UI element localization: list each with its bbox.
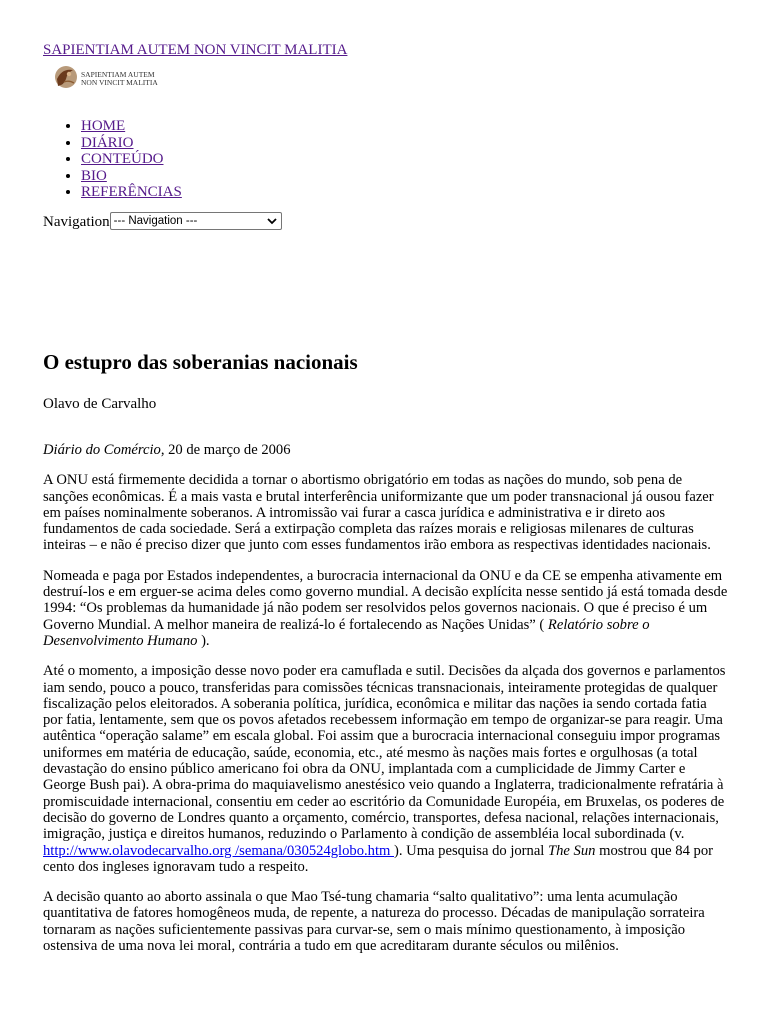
article-paragraph-1: A ONU está firmemente decidida a tornar o abortismo obrigatório em todas as nações do mundo, sob pena de sanções econômicas. É a mais vasta e brutal interferência uniformizante que um poder transnacional já ousou fazer em países nominalmente soberanos. A intromissão vai furar a casca jurídica e administrativa e ir direto aos fundamentos de cada sociedade. Será a extirpação completa das raízes morais e religiosas milenares de culturas inteiras – e não é preciso dizer que junto com esses fundamentos irão embora as respectivas identidades nacionais. bbox=[43, 472, 714, 554]
nav-link-bio[interactable]: BIO bbox=[81, 167, 107, 184]
article-title: O estupro das soberanias nacionais bbox=[43, 350, 358, 374]
navigation-select-label: Navigation bbox=[43, 214, 110, 230]
nav-item-bio bbox=[81, 168, 182, 185]
navigation-select-value: --- Navigation --- bbox=[113, 215, 198, 228]
article-source: Diário do Comércio bbox=[43, 442, 161, 458]
paragraph-3-italic: The Sun bbox=[548, 842, 596, 859]
paragraph-3-text: Até o momento, a imposição desse novo poder era camuflada e sutil. Decisões da alçada dos governos e parlamentos iam sendo, pouco a pouco, transferidas para comissões técnicas transnacionais, inteiramente protegidas de qualquer fiscalização pelos eleitorados. A soberania política, jurídica, econômica e militar das nações ia sendo cortada fatia por fatia, lentamente, sem que os povos afetados recebessem informação em tempo de organizar-se para reagir. Uma autêntica “operação salame” em escala global. Foi assim que a burocracia internacional conseguiu impor programas uniformes em matéria de educação, saúde, economia, etc., até mesmo às nações mais fortes e orgulhosas (a total devastação do ensino público americano foi obra da ONU, implantada com a cumplicidade de Jimmy Carter e George Bush pai). A obra-prima do maquiavelismo anestésico veio quando a Inglaterra, tradicionalmente refratária à promiscuidade internacional, consentiu em ceder ao escritório da Comunidade Européia, em Bruxelas, os poderes de decisão do governo de Londres quanto a orçamento, comércio, transportes, defesa nacional, relações internacionais, imigração, justiça e direitos humanos, reduzindo o Parlamento à condição de assembléia local subordinada (v. bbox=[43, 663, 726, 843]
main-nav bbox=[43, 118, 182, 201]
paragraph-3-after-link: ). Uma pesquisa do jornal bbox=[394, 842, 549, 859]
navigation-select[interactable] bbox=[110, 212, 282, 230]
nav-item-conteudo bbox=[81, 151, 182, 168]
navigation-select-row bbox=[43, 214, 282, 231]
article-paragraph-4: A decisão quanto ao aborto assinala o que Mao Tsé-tung chamaria “salto qualitativo”: uma lenta acumulação quantitativa de fatores homogêneos muda, de repente, a natureza do processo. Décadas de manipulação sorrateira tornaram as nações suficientemente passivas para curvar-se, sem o mais mínimo questionamento, à imposição ostensiva de uma nova lei moral, contrária a tudo em que acreditaram durante séculos ou milênios. bbox=[43, 889, 705, 955]
logo-emblem-icon bbox=[53, 64, 79, 90]
chevron-down-icon bbox=[266, 215, 278, 227]
nav-link-home[interactable]: HOME bbox=[81, 118, 126, 134]
site-title-link[interactable]: SAPIENTIAM AUTEM NON VINCIT MALITIA bbox=[43, 42, 348, 58]
nav-item-diario bbox=[81, 135, 182, 152]
paragraph-3-end: mostrou que 84 por cento dos ingleses ignoravam tudo a respeito. bbox=[43, 842, 714, 875]
site-logo[interactable] bbox=[53, 64, 173, 92]
article-author: Olavo de Carvalho bbox=[43, 396, 157, 412]
logo-text bbox=[81, 71, 158, 86]
nav-link-referencias[interactable]: REFERÊNCIAS bbox=[81, 184, 182, 200]
paragraph-2-text: Nomeada e paga por Estados independentes, a burocracia internacional da ONU e da CE se empenha ativamente em destruí-los e em erguer-se acima deles como governo mundial. A decisão explícita nesse sentido já está tomada desde 1994: “Os problemas da humanidade já não podem ser resolvidos pelos governos nacionais. O que é preciso é um Governo Mundial. A melhor maneira de realizá-lo é fortalecendo as Nações Unidas” ( bbox=[43, 567, 728, 633]
article-paragraph-3 bbox=[43, 663, 729, 875]
article-body bbox=[43, 442, 729, 968]
nav-link-conteudo[interactable]: CONTEÚDO bbox=[81, 151, 164, 167]
logo-line-2: NON VINCIT MALITIA bbox=[81, 77, 158, 87]
nav-item-home bbox=[81, 118, 182, 135]
nav-item-referencias bbox=[81, 184, 182, 201]
paragraph-2-end: ). bbox=[197, 632, 210, 649]
article-paragraph-2 bbox=[43, 568, 729, 649]
paragraph-2-italic: Relatório sobre o Desenvolvimento Humano bbox=[43, 616, 650, 649]
article-external-link[interactable]: http://www.olavodecarvalho.org /semana/030524globo.htm bbox=[43, 842, 394, 859]
nav-link-diario[interactable]: DIÁRIO bbox=[81, 134, 134, 151]
article-date: , 20 de março de 2006 bbox=[160, 442, 291, 458]
logo-line-1: SAPIENTIAM AUTEM bbox=[81, 70, 155, 79]
article-dateline bbox=[43, 442, 729, 458]
